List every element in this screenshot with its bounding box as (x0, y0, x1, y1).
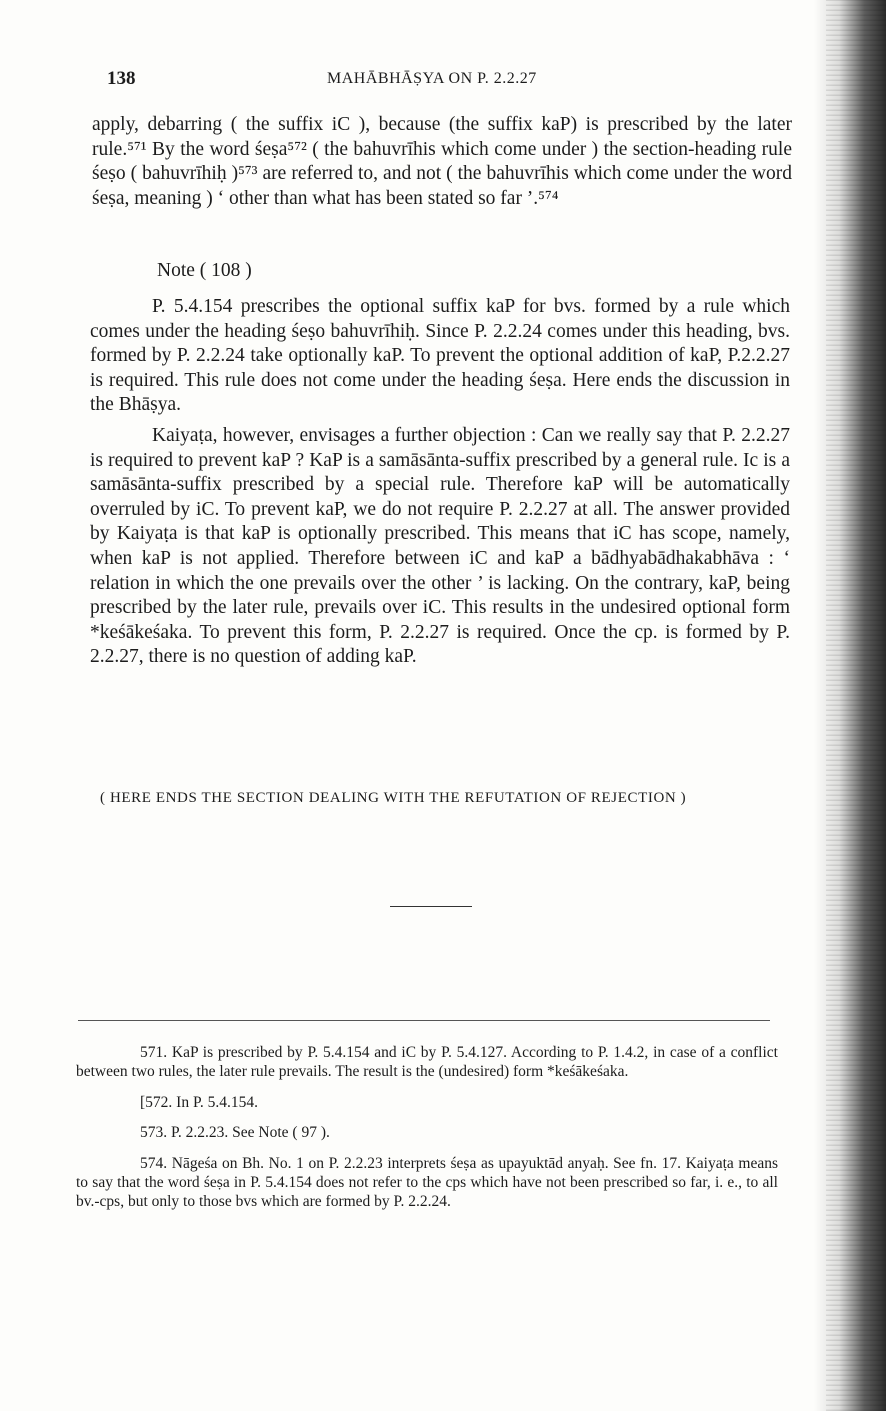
footnotes (76, 1044, 778, 1224)
section-end-caption: ( HERE ENDS THE SECTION DEALING WITH THE REFUTATION OF REJECTION ) (100, 790, 687, 806)
note-heading: Note ( 108 ) (157, 260, 252, 281)
footnote-572: [572. In P. 5.4.154. (140, 1093, 258, 1111)
binding-texture (826, 0, 886, 1411)
section-divider (390, 906, 472, 907)
footnote-574: 574. Nāgeśa on Bh. No. 1 on P. 2.2.23 interprets śeṣa as upayuktād anyaḥ. See fn. 17. Kaiyaṭa means to say that the word śeṣa in P. 5.4.154 does not refer to the cps which have not been prescribed so far, i. e., to all bv.-cps, but only to those bvs which are formed by P. 2.2.24. (76, 1155, 778, 1210)
page-number: 138 (107, 68, 136, 89)
page-header (107, 68, 797, 98)
footnote-573: 573. P. 2.2.23. See Note ( 97 ). (140, 1124, 330, 1142)
note-body (90, 295, 790, 676)
footnote-571: 571. KaP is prescribed by P. 5.4.154 and iC by P. 5.4.127. According to P. 1.4.2, in case of a conflict between two rules, the later rule prevails. The result is the (undesired) form *keśākeśaka. (76, 1044, 778, 1080)
note-paragraph-2: Kaiyaṭa, however, envisages a further objection : Can we really say that P. 2.2.27 is required to prevent kaP ? KaP is a samāsānta-suffix prescribed by a general rule. Ic is a samāsānta-suffix prescribed by a special rule. Therefore kaP will be automatically overruled by iC. To prevent kaP, we do not require P. 2.2.27 at all. The answer provided by Kaiyaṭa is that kaP is optionally prescribed. This means that iC has scope, namely, when kaP is not applied. Therefore between iC and kaP a bādhyabādhakabhāva : ‘ relation in which the one prevails over the other ’ is lacking. On the contrary, kaP, being prescribed by the later rule, prevails over iC. This results in the undesired optional form *keśākeśaka. To prevent this form, P. 2.2.27 is required. Once the cp. is formed by P. 2.2.27, there is no question of adding kaP. (90, 424, 790, 668)
footnote-rule (78, 1020, 770, 1021)
note-paragraph-1: P. 5.4.154 prescribes the optional suffix kaP for bvs. formed by a rule which comes under the heading śeṣo bahuvrīhiḥ. Since P. 2.2.24 comes under this heading, bvs. formed by P. 2.2.24 take optionally kaP. To prevent the optional addition of kaP, P.2.2.27 is required. This rule does not come under the heading śeṣa. Here ends the discussion in the Bhāṣya. (90, 296, 790, 416)
running-head: MAHĀBHĀṢYA ON P. 2.2.27 (327, 70, 537, 87)
paragraph-text: apply, debarring ( the suffix iC ), because (the suffix kaP) is prescribed by the later rule.⁵⁷¹ By the word śeṣa⁵⁷² ( the bahuvrīhis which come under ) the section-heading rule śeṣo ( bahuvrīhiḥ )⁵⁷³ are referred to, and not ( the bahuvrīhis which come under the word śeṣa, meaning ) ‘ other than what has been stated so far ’.⁵⁷⁴ (92, 114, 792, 209)
continuation-paragraph (92, 113, 792, 211)
